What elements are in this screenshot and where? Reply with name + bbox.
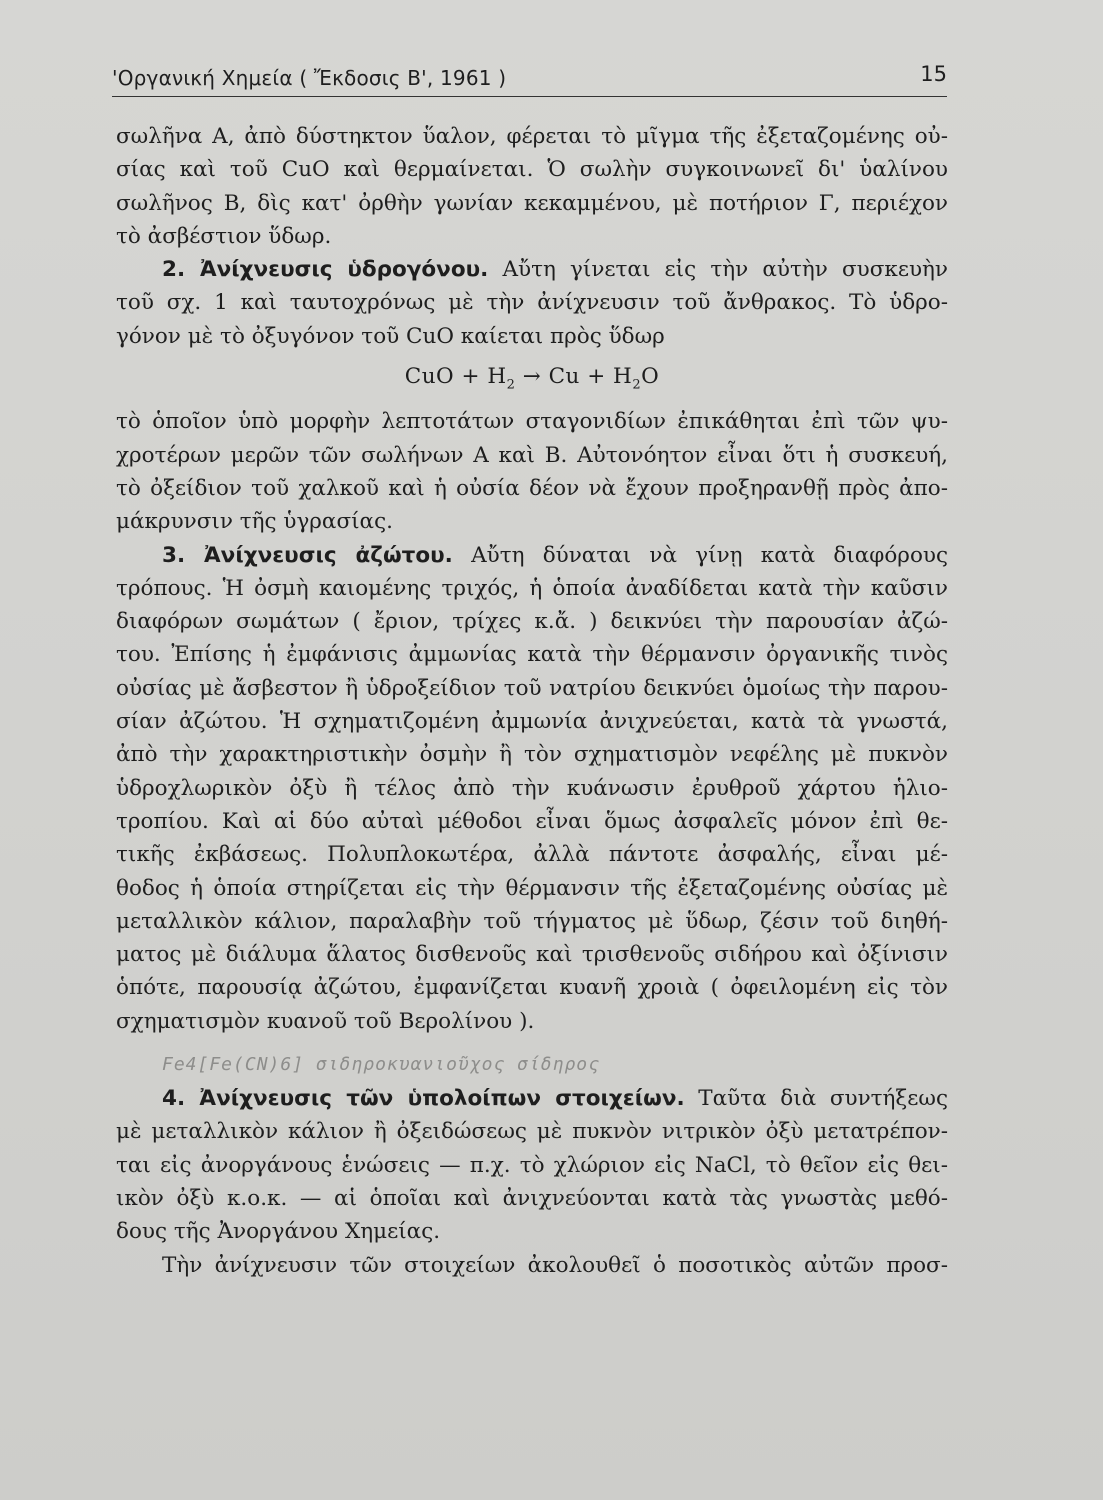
text-line: σωλῆνος Β, δὶς κατ' ὀρθὴν γωνίαν κεκαμμένου, μὲ ποτήριον Γ, περιέχον	[116, 190, 948, 216]
text-line: σίαν ἀζώτου. Ἡ σχηματιζομένη ἀμμωνία ἀνιχνεύεται, κατὰ τὰ γνωστά,	[116, 709, 948, 735]
text-line: τὸ ὁποῖον ὑπὸ μορφὴν λεπτοτάτων σταγονιδίων ἐπικάθηται ἐπὶ τῶν ψυ-	[116, 409, 948, 435]
text-line: ικὸν ὀξὺ κ.ο.κ. — αἱ ὁποῖαι καὶ ἀνιχνεύονται κατὰ τὰς γνωστὰς μεθό-	[116, 1185, 948, 1211]
text-line: ται εἰς ἀνοργάνους ἑνώσεις — π.χ. τὸ χλώριον εἰς NaCl, τὸ θεῖον εἰς θει-	[116, 1152, 948, 1178]
eq-subscript: 2	[506, 377, 516, 393]
text-line: μεταλλικὸν κάλιον, παραλαβὴν τοῦ τήγματος μὲ ὕδωρ, ζέσιν τοῦ διηθή-	[116, 908, 948, 934]
running-title: 'Οργανική Χημεία ( Ἔκδοσις Β', 1961 )	[112, 66, 507, 90]
eq-part: → Cu + H	[515, 364, 633, 390]
paragraph-apparatus	[116, 120, 948, 253]
text-line: τρόπους. Ἡ ὀσμὴ καιομένης τριχός, ἡ ὁποία ἀναδίδεται κατὰ τὴν καῦσιν	[116, 575, 948, 601]
section-lead-text: Αὔτη γίνεται εἰς τὴν αὐτὴν συσκευὴν	[502, 257, 948, 283]
text-line: οὐσίας μὲ ἄσβεστον ἢ ὑδροξείδιον τοῦ νατρίου δεικνύει ὁμοίως τὴν παρου-	[116, 675, 948, 701]
text-line: ὑδροχλωρικὸν ὀξὺ ἢ τέλος ἀπὸ τὴν κυάνωσιν ἐρυθροῦ χάρτου ἡλιο-	[116, 775, 948, 801]
section-heading-other-elements: 4. Ἀνίχνευσις τῶν ὑπολοίπων στοιχείων.	[162, 1086, 685, 1112]
text-line: σχηματισμὸν κυανοῦ τοῦ Βερολίνου ).	[116, 1008, 535, 1034]
page-number: 15	[920, 62, 947, 86]
section-nitrogen	[116, 539, 948, 1038]
section-first-line	[116, 539, 948, 572]
text-line: ὁπότε, παρουσίᾳ ἀζώτου, ἐμφανίζεται κυανῆ χροιὰ ( ὀφειλομένη εἰς τὸν	[116, 975, 948, 1001]
text-line: τροπίου. Καὶ αἱ δύο αὐταὶ μέθοδοι εἶναι ὅμως ἀσφαλεῖς μόνον ἐπὶ θε-	[116, 808, 948, 834]
text-line: μὲ μεταλλικὸν κάλιον ἢ ὀξειδώσεως μὲ πυκνὸν νιτρικὸν ὀξὺ μετατρέπον-	[116, 1119, 948, 1145]
section-lead-text: Ταῦτα διὰ συντήξεως	[698, 1086, 948, 1112]
text-line: θοδος ἡ ὁποία στηρίζεται εἰς τὴν θέρμανσιν τῆς ἐξεταζομένης οὐσίας μὲ	[116, 875, 948, 901]
text-line: τὸ ὀξείδιον τοῦ χαλκοῦ καὶ ἡ οὐσία δέον νὰ ἔχουν προξηρανθῇ πρὸς ἀπο-	[116, 475, 948, 501]
text-line: τικῆς ἐκβάσεως. Πολυπλοκωτέρα, ἀλλὰ πάντοτε ἀσφαλής, εἶναι μέ-	[116, 842, 948, 868]
text-line: τὸ ἀσβέστιον ὕδωρ.	[116, 223, 332, 249]
paragraph-quantitative	[116, 1249, 948, 1282]
eq-part: O	[641, 364, 660, 390]
text-line: γόνον μὲ τὸ ὀξυγόνον τοῦ CuO καίεται πρὸς ὕδωρ	[116, 323, 665, 349]
chemical-equation	[116, 353, 948, 405]
section-heading-hydrogen: 2. Ἀνίχνευσις ὑδρογόνου.	[162, 257, 489, 283]
text-line: σίας καὶ τοῦ CuO καὶ θερμαίνεται. Ὁ σωλὴν συγκοινωνεῖ δι' ὑαλίνου	[116, 157, 948, 183]
text-line: διαφόρων σωμάτων ( ἔριον, τρίχες κ.ἄ. ) δεικνύει τὴν παρουσίαν ἀζώ-	[116, 609, 948, 635]
text-line: Τὴν ἀνίχνευσιν τῶν στοιχείων ἀκολουθεῖ ὁ ποσοτικὸς αὐτῶν προσ-	[162, 1252, 948, 1278]
eq-subscript: 2	[632, 377, 642, 393]
text-line: χροτέρων μερῶν τῶν σωλήνων Α καὶ Β. Αὐτονόητον εἶναι ὅτι ἡ συσκευή,	[116, 442, 948, 468]
text-line: ἀπὸ τὴν χαρακτηριστικὴν ὀσμὴν ἢ τὸν σχηματισμὸν νεφέλης μὲ πυκνὸν	[116, 742, 948, 768]
text-line: τοῦ σχ. 1 καὶ ταυτοχρόνως μὲ τὴν ἀνίχνευσιν τοῦ ἄνθρακος. Τὸ ὑδρο-	[116, 290, 948, 316]
running-header	[112, 62, 947, 97]
text-line: του. Ἐπίσης ἡ ἐμφάνισις ἀμμωνίας κατὰ τὴν θέρμανσιν ὀργανικῆς τινὸς	[116, 642, 948, 668]
text-line: δους τῆς Ἀνοργάνου Χημείας.	[116, 1219, 441, 1245]
eq-part: CuO + H	[404, 364, 507, 390]
section-heading-nitrogen: 3. Ἀνίχνευσις ἀζώτου.	[162, 542, 453, 568]
text-line: σωλῆνα Α, ἀπὸ δύστηκτον ὕαλον, φέρεται τὸ μῖγμα τῆς ἐξεταζομένης οὐ-	[116, 124, 948, 149]
handwritten-annotation: Fe4[Fe(CN)6] σιδηροκυανιοῦχος σίδηρος	[162, 1054, 600, 1076]
page-body	[116, 120, 948, 1282]
section-hydrogen	[116, 253, 948, 538]
section-first-line	[116, 253, 948, 286]
text-line: ματος μὲ διάλυμα ἅλατος δισθενοῦς καὶ τρισθενοῦς σιδήρου καὶ ὀξίνισιν	[116, 942, 948, 968]
text-line: μάκρυνσιν τῆς ὑγρασίας.	[116, 509, 393, 535]
section-first-line	[116, 1082, 948, 1115]
section-other-elements	[116, 1082, 948, 1248]
section-lead-text: Αὔτη δύναται νὰ γίνῃ κατὰ διαφόρους	[471, 542, 948, 568]
